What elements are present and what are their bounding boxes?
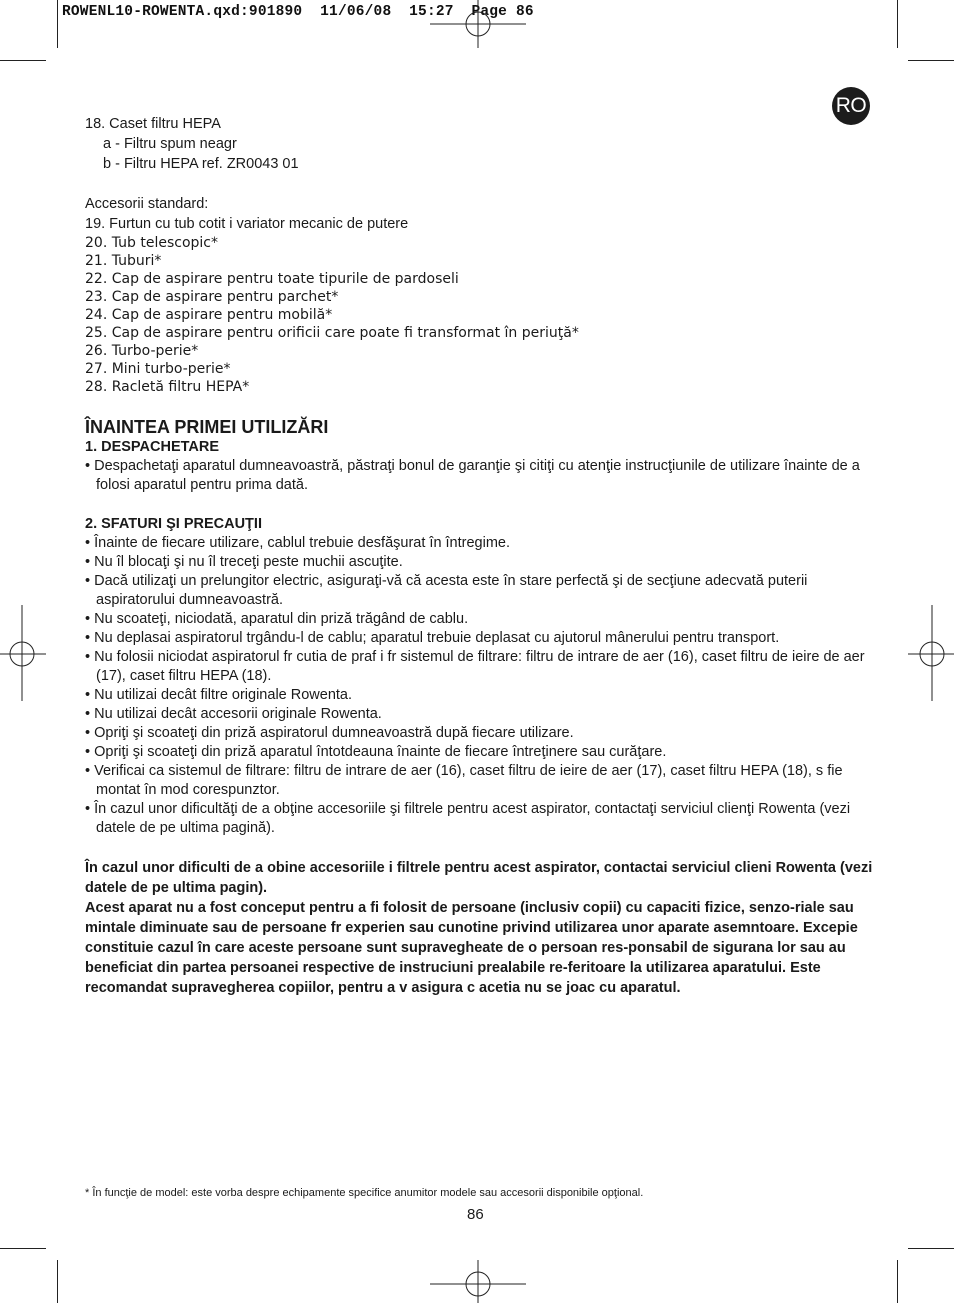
filter-subitem: a - Filtru spum neagr xyxy=(103,136,237,152)
precaution-bullet: • Opriţi şi scoateţi din priză aparatul întotdeauna înainte de fiecare întreţinere sau curăţare. xyxy=(85,744,667,760)
crop-mark xyxy=(0,60,46,61)
accessories-label: Accesorii standard: xyxy=(85,196,209,212)
crop-mark xyxy=(57,1260,58,1303)
precaution-bullet: • Înainte de fiecare utilizare, cablul trebuie desfăşurat în întregime. xyxy=(85,535,511,551)
crop-mark xyxy=(908,60,954,61)
registration-mark-left xyxy=(0,605,46,701)
accessories-list xyxy=(85,234,880,396)
precaution-bullet: • Nu deplasai aspiratorul trgându-l de cablu; aparatul trebuie deplasat cu ajutorul mânerului pentru transport. xyxy=(85,630,780,646)
warning-paragraph: Acest aparat nu a fost conceput pentru a fi folosit de persoane (inclusiv copii) cu capaciti fizice, senzo-riale sau mintale diminuate sau de persoane fr experien sau cunotine privind utilizarea unor aparate asemntoare. Excepie constituie cazul în care aceste persoane sunt supravegheate de o persoan res-ponsabil de sigurana lor sau au beneficiat din partea persoanei respective de instruciuni prealabile re-feritoare la utilizarea aparatului. Este recomandat supravegherea copiilor, pentru a v asigura c acetia nu se joac cu aparatul. xyxy=(85,900,858,996)
registration-mark-right xyxy=(908,605,954,701)
accessory-item: 22. Cap de aspirare pentru toate tipurile de pardoseli xyxy=(85,271,459,287)
crop-mark xyxy=(908,1248,954,1249)
precaution-bullet: • Nu îl blocaţi şi nu îl treceţi peste muchii ascuţite. xyxy=(85,554,403,570)
unpacking-bullet: • Despachetaţi aparatul dumneavoastră, păstraţi bonul de garanţie şi citiţi cu atenţie instrucţiunile de utilizare înainte de a folosi aparatul pentru prima dată. xyxy=(85,458,860,493)
precautions-heading: 2. SFATURI ŞI PRECAUŢII xyxy=(85,516,262,532)
accessory-item: 27. Mini turbo-perie* xyxy=(85,361,231,377)
footnote: * În funcţie de model: este vorba despre echipamente specifice anumitor modele sau accesorii disponibile opţional. xyxy=(85,1187,644,1199)
unpacking-heading: 1. DESPACHETARE xyxy=(85,439,220,455)
section-title: ÎNAINTEA PRIMEI UTILIZĂRI xyxy=(85,417,329,437)
crop-mark xyxy=(57,0,58,48)
crop-mark xyxy=(0,1248,46,1249)
warning-paragraph: În cazul unor dificulti de a obine accesoriile i filtrele pentru acest aspirator, contactai serviciul clieni Rowenta (vezi datele de pe ultima pagin). xyxy=(85,860,873,896)
precaution-bullet: • Verificai ca sistemul de filtrare: filtru de intrare de aer (16), caset filtru de ieire de aer (17), caset filtru HEPA (18), s fie montat în mod corespunztor. xyxy=(85,763,843,798)
precautions-list xyxy=(85,534,880,838)
accessory-item: 24. Cap de aspirare pentru mobilă* xyxy=(85,307,333,323)
language-badge: RO xyxy=(832,87,870,125)
accessory-item: 19. Furtun cu tub cotit i variator mecanic de putere xyxy=(85,216,409,232)
registration-mark-top xyxy=(430,0,526,48)
precaution-bullet: • Nu utilizai decât accesorii originale Rowenta. xyxy=(85,706,382,722)
precaution-bullet: • Dacă utilizaţi un prelungitor electric, asiguraţi-vă că acesta este în stare perfectă şi de secţiune adecvată puterii aspiratorului dumneavoastră. xyxy=(85,573,808,608)
accessory-item: 28. Racletă filtru HEPA* xyxy=(85,379,250,395)
precaution-bullet: • Nu folosii niciodat aspiratorul fr cutia de praf i fr sistemul de filtrare: filtru de intrare de aer (16), caset filtru de ieire de aer (17), caset filtru HEPA (18). xyxy=(85,649,865,684)
page-number: 86 xyxy=(467,1206,484,1223)
accessory-item: 23. Cap de aspirare pentru parchet* xyxy=(85,289,339,305)
accessory-item: 21. Tuburi* xyxy=(85,253,162,269)
crop-mark xyxy=(897,0,898,48)
accessory-item: 20. Tub telescopic* xyxy=(85,235,218,251)
precaution-bullet: • În cazul unor dificultăţi de a obţine accesoriile şi filtrele pentru acest aspirator, contactaţi serviciul clienţi Rowenta (vezi datele de pe ultima pagină). xyxy=(85,801,851,836)
manual-content xyxy=(85,114,880,998)
precaution-bullet: • Nu utilizai decât filtre originale Rowenta. xyxy=(85,687,353,703)
registration-mark-bottom xyxy=(430,1260,526,1303)
precaution-bullet: • Nu scoateţi, niciodată, aparatul din priză trăgând de cablu. xyxy=(85,611,469,627)
crop-mark xyxy=(897,1260,898,1303)
accessory-item: 26. Turbo-perie* xyxy=(85,343,199,359)
accessory-item: 25. Cap de aspirare pentru orificii care poate fi transformat în periuţă* xyxy=(85,325,579,341)
print-slug: ROWENL10-ROWENTA.qxd:901890 11/06/08 15:27 Page 86 xyxy=(62,4,534,20)
precaution-bullet: • Opriţi şi scoateţi din priză aspiratorul dumneavoastră după fiecare utilizare. xyxy=(85,725,574,741)
filter-item-title: 18. Caset filtru HEPA xyxy=(85,116,221,132)
filter-subitem: b - Filtru HEPA ref. ZR0043 01 xyxy=(103,156,299,172)
